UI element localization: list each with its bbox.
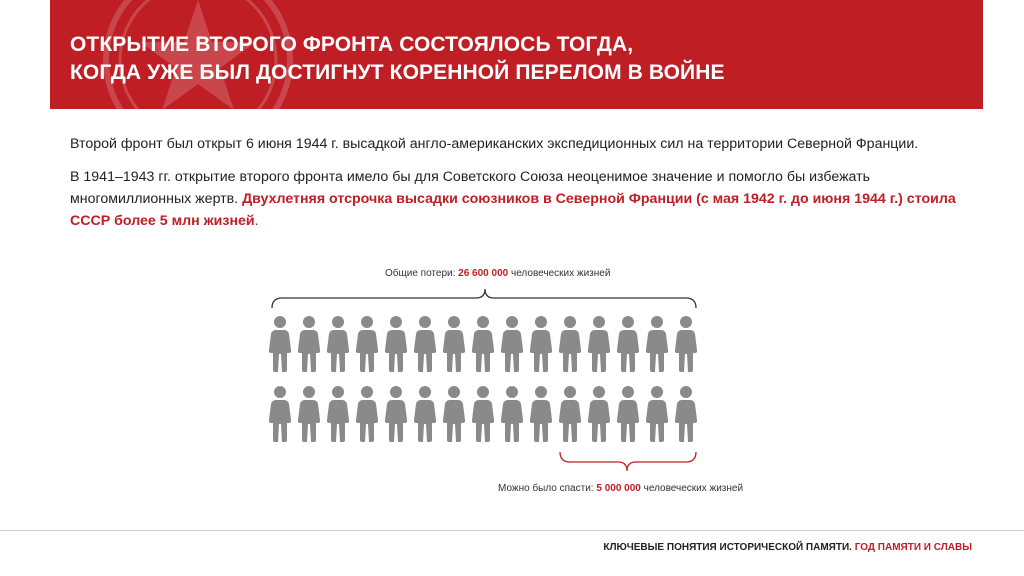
person-icon — [327, 316, 349, 372]
title-line-2: КОГДА УЖЕ БЫЛ ДОСТИГНУТ КОРЕННОЙ ПЕРЕЛОМ В ВОЙНЕ — [70, 61, 725, 84]
saved-lives-value: 5 000 000 — [596, 483, 641, 494]
paragraph-2-end: . — [254, 213, 259, 229]
person-icon — [327, 386, 349, 442]
person-icon — [414, 386, 436, 442]
title-line-1: ОТКРЫТИЕ ВТОРОГО ФРОНТА СОСТОЯЛОСЬ ТОГДА, — [70, 33, 634, 56]
person-icon — [530, 316, 552, 372]
saved-lives-caption — [498, 483, 743, 494]
person-icon — [356, 386, 378, 442]
footer — [603, 542, 972, 553]
paragraph-2-highlight: Двухлетняя отсрочка высадки союзников в Северной Франции (с мая 1942 г. до июня 1944 г.) стоила СССР более 5 млн жизней — [70, 191, 956, 229]
person-icon — [269, 316, 291, 372]
person-icon — [646, 386, 668, 442]
bottom-brace — [560, 452, 696, 471]
person-icon — [443, 316, 465, 372]
person-icon — [617, 316, 639, 372]
total-losses-suffix: человеческих жизней — [508, 268, 611, 279]
person-icon — [298, 386, 320, 442]
person-icon — [443, 386, 465, 442]
person-icon — [530, 386, 552, 442]
person-icon — [588, 316, 610, 372]
person-icon — [675, 316, 697, 372]
person-icon — [559, 316, 581, 372]
person-icon — [559, 386, 581, 442]
footer-accent: ГОД ПАМЯТИ И СЛАВЫ — [854, 542, 972, 553]
top-brace — [272, 289, 696, 308]
paragraph-2-text: В 1941–1943 гг. открытие второго фронта имело бы для Советского Союза неоценимое значение и помогло бы избежать многомиллионных жертв. — [70, 169, 871, 207]
person-icon — [472, 316, 494, 372]
footer-label: КЛЮЧЕВЫЕ ПОНЯТИЯ ИСТОРИЧЕСКОЙ ПАМЯТИ. — [603, 542, 855, 553]
person-icon — [501, 316, 523, 372]
person-icon — [588, 386, 610, 442]
person-icon — [501, 386, 523, 442]
person-icon — [472, 386, 494, 442]
footer-divider — [0, 530, 1024, 531]
person-icon — [646, 316, 668, 372]
person-icon — [385, 386, 407, 442]
person-icon — [385, 316, 407, 372]
total-losses-value: 26 600 000 — [458, 268, 509, 279]
person-icon — [269, 386, 291, 442]
person-icon — [356, 316, 378, 372]
saved-lives-suffix: человеческих жизней — [640, 483, 744, 494]
person-icon — [617, 386, 639, 442]
person-icon — [298, 316, 320, 372]
saved-lives-prefix: Можно было спасти: — [498, 483, 597, 494]
total-losses-prefix: Общие потери: — [385, 268, 459, 279]
person-icon — [414, 316, 436, 372]
person-icon — [675, 386, 697, 442]
paragraph-1: Второй фронт был открыт 6 июня 1944 г. высадкой англо-американских экспедиционных сил на территории Северной Франции. — [70, 136, 919, 152]
